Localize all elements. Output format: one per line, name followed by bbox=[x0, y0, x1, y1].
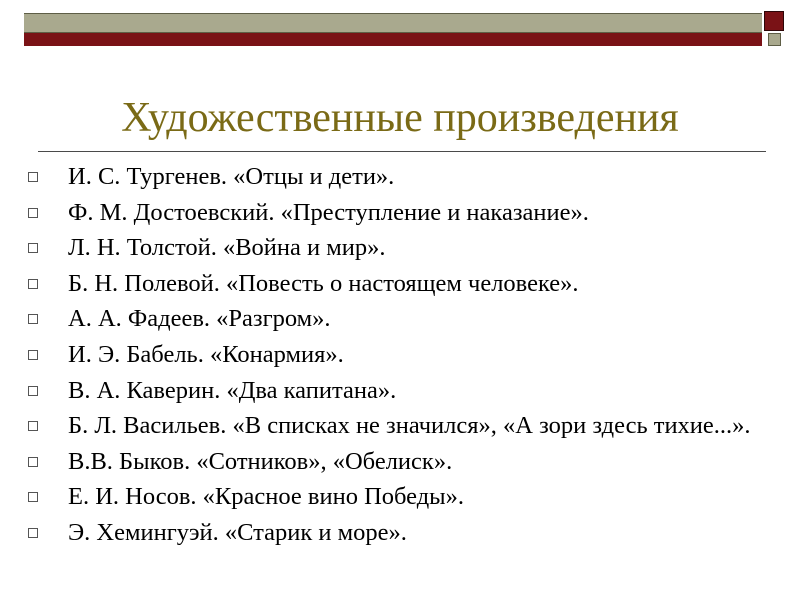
corner-square-olive bbox=[768, 33, 781, 46]
header-band-maroon bbox=[24, 33, 762, 46]
title-divider bbox=[38, 151, 766, 152]
bullet-icon bbox=[22, 163, 68, 191]
list-item-text: Ф. М. Достоевский. «Преступление и наказание». bbox=[68, 198, 589, 226]
list-item bbox=[22, 305, 782, 333]
bullet-icon bbox=[22, 199, 68, 227]
list-item bbox=[22, 448, 782, 476]
list-item bbox=[22, 341, 782, 369]
bullet-icon bbox=[22, 483, 68, 511]
list-item-text: Э. Хемингуэй. «Старик и море». bbox=[68, 518, 407, 546]
list-item-text: Л. Н. Толстой. «Война и мир». bbox=[68, 234, 386, 262]
list-item-text: А. А. Фадеев. «Разгром». bbox=[68, 305, 331, 333]
bullet-icon bbox=[22, 305, 68, 333]
bullet-icon bbox=[22, 377, 68, 405]
list-item-text: И. Э. Бабель. «Конармия». bbox=[68, 340, 344, 368]
bullet-icon bbox=[22, 270, 68, 298]
list-item bbox=[22, 234, 782, 262]
list-item-text: В.В. Быков. «Сотников», «Обелиск». bbox=[68, 447, 453, 475]
bullet-icon bbox=[22, 412, 68, 440]
bullet-icon bbox=[22, 519, 68, 547]
list-item bbox=[22, 483, 782, 511]
list-item-text: Б. Л. Васильев. «В списках не значился», «А зори здесь тихие...». bbox=[68, 412, 751, 440]
bullet-icon bbox=[22, 448, 68, 476]
bullet-icon bbox=[22, 234, 68, 262]
list-item-text: Б. Н. Полевой. «Повесть о настоящем человеке». bbox=[68, 269, 579, 297]
list-item bbox=[22, 270, 782, 298]
list-item-text: В. А. Каверин. «Два капитана». bbox=[68, 376, 397, 404]
header-band-olive bbox=[24, 13, 762, 33]
bullet-icon bbox=[22, 341, 68, 369]
slide-title: Художественные произведения bbox=[121, 95, 679, 141]
list-item bbox=[22, 519, 782, 547]
list-item-text: И. С. Тургенев. «Отцы и дети». bbox=[68, 163, 395, 190]
list-item bbox=[22, 412, 782, 440]
list-item bbox=[22, 163, 782, 191]
list-item-text: Е. И. Носов. «Красное вино Победы». bbox=[68, 483, 465, 511]
corner-square-maroon bbox=[764, 11, 784, 31]
list-item bbox=[22, 377, 782, 405]
list-item bbox=[22, 199, 782, 227]
works-list bbox=[22, 163, 782, 555]
